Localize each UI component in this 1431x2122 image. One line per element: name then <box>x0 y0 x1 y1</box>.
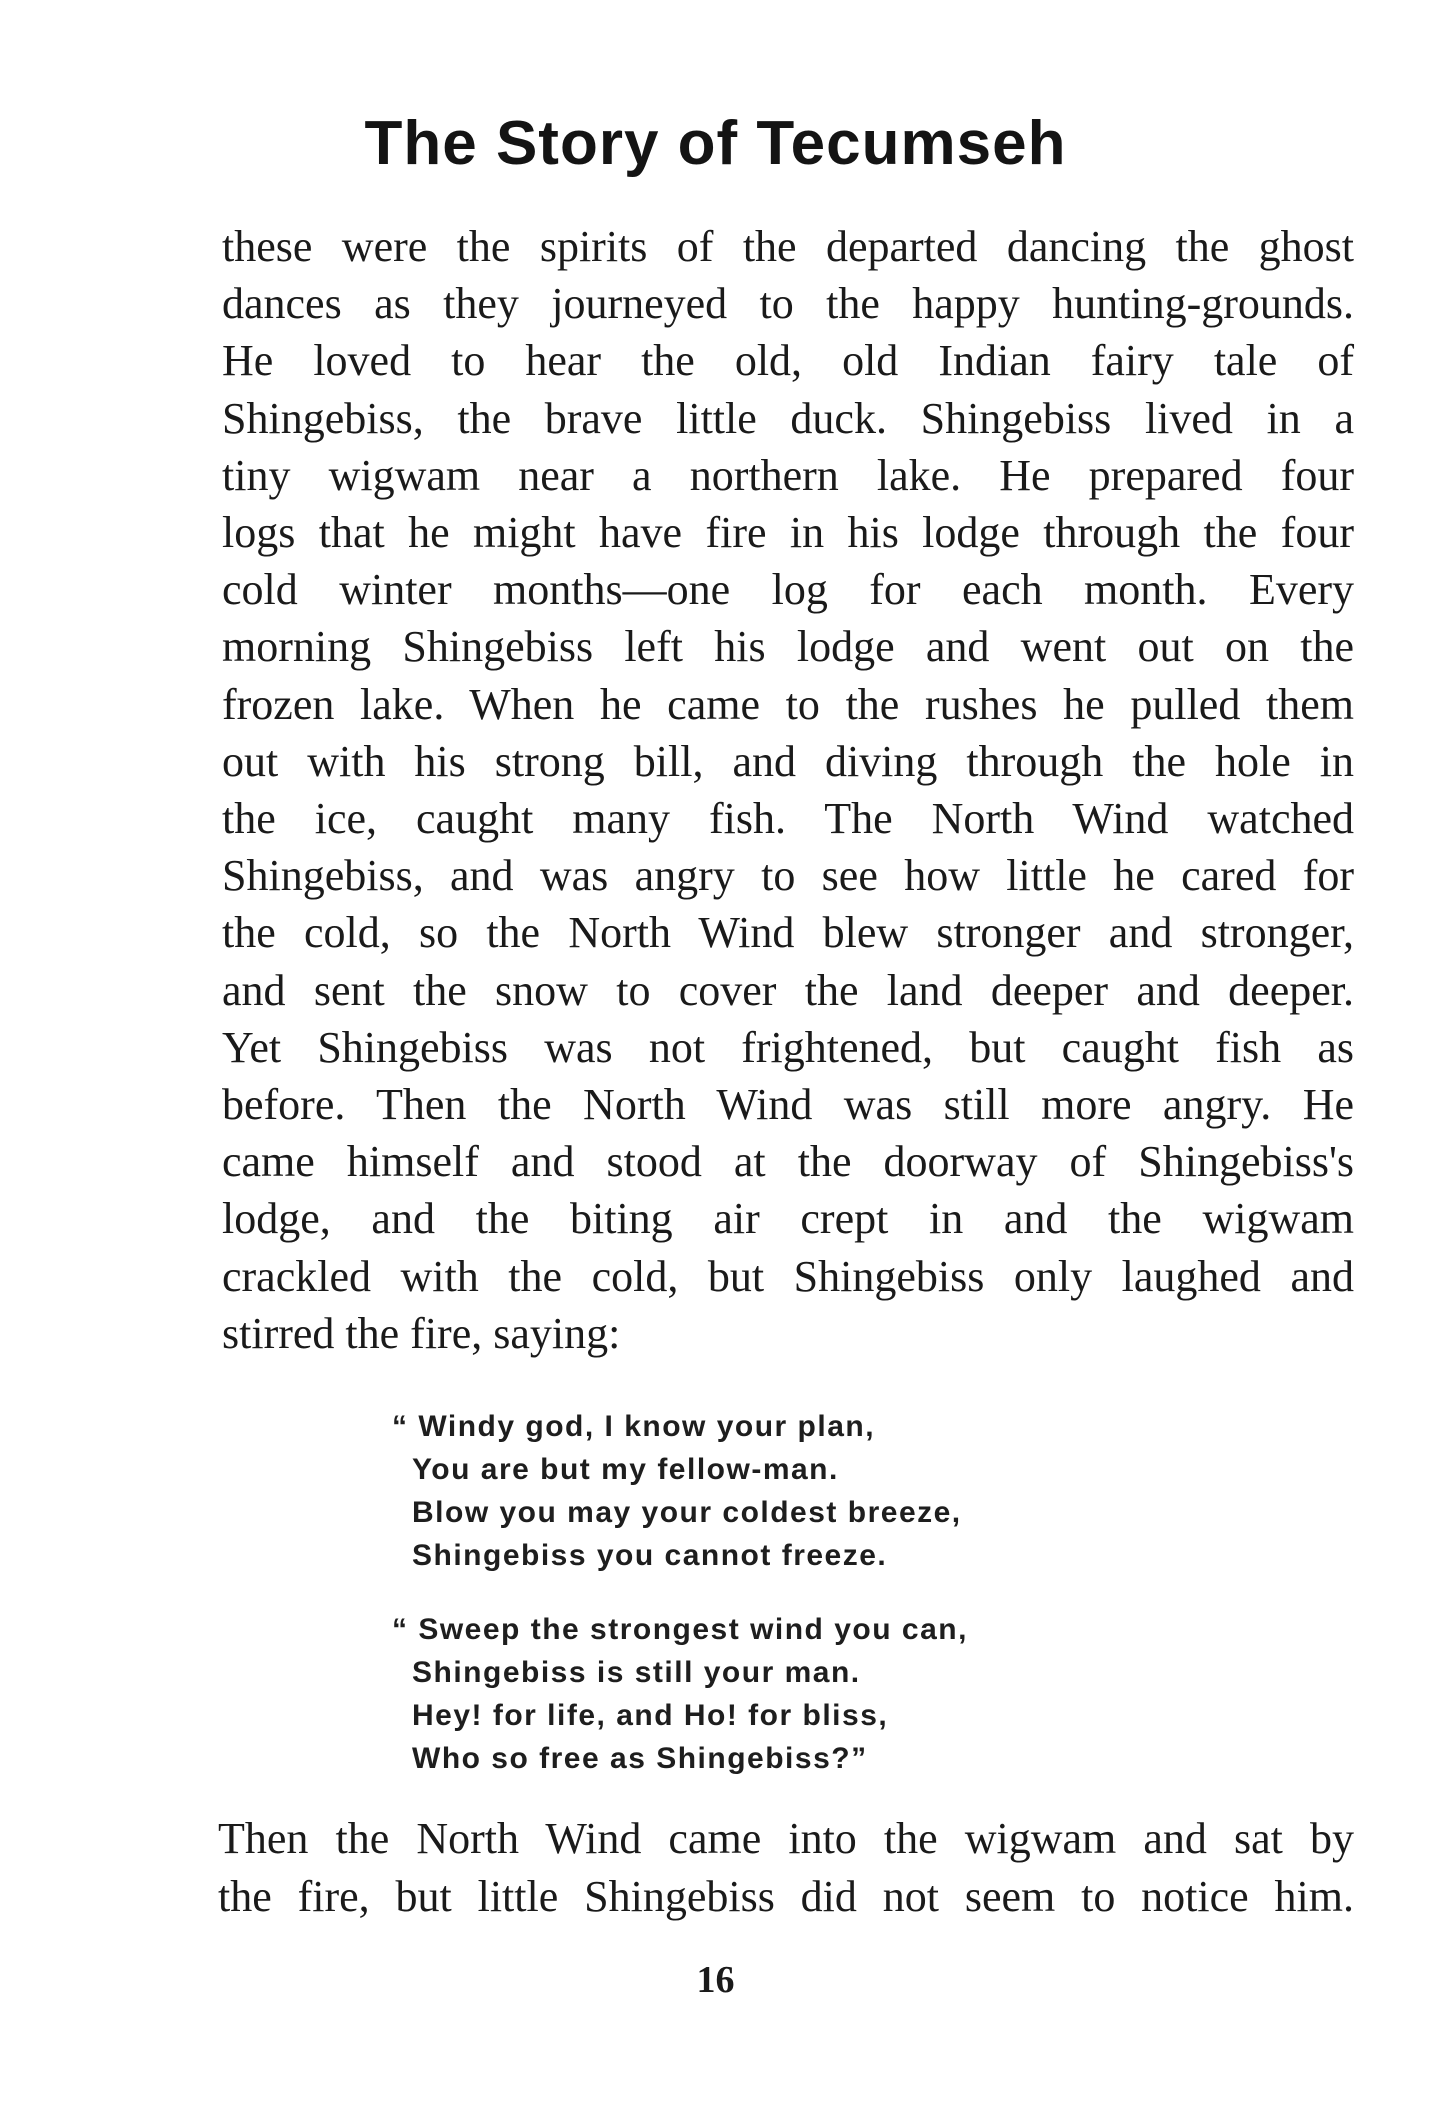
verse-line: Blow you may your coldest breeze, <box>412 1496 962 1529</box>
text-line: tiny wigwam near a northern lake. He prepared four <box>222 450 1354 500</box>
poem-stanza-1 <box>392 1405 962 1577</box>
poem-stanza-2 <box>392 1608 968 1780</box>
verse-line: “ Sweep the strongest wind you can, <box>392 1613 968 1646</box>
text-line: came himself and stood at the doorway of Shingebiss's <box>222 1137 1354 1187</box>
text-line: frozen lake. When he came to the rushes he pulled them <box>222 679 1354 729</box>
running-head: The Story of Tecumseh <box>364 109 1067 178</box>
verse-line: “ Windy god, I know your plan, <box>392 1410 876 1443</box>
text-line: the fire, but little Shingebiss did not seem to notice him. <box>218 1872 1354 1921</box>
verse-line: You are but my fellow-man. <box>412 1453 839 1486</box>
verse-line: Hey! for life, and Ho! for bliss, <box>412 1699 889 1732</box>
closing-paragraph <box>218 1810 1354 1926</box>
text-line: Shingebiss, and was angry to see how little he cared for <box>222 851 1354 901</box>
text-line: morning Shingebiss left his lodge and went out on the <box>222 622 1354 672</box>
verse-line: Shingebiss is still your man. <box>412 1656 861 1689</box>
text-line: and sent the snow to cover the land deeper and deeper. <box>222 965 1354 1015</box>
page-number: 16 <box>696 1959 735 2001</box>
text-line: Then the North Wind came into the wigwam and sat by <box>218 1814 1354 1863</box>
verse-line: Who so free as Shingebiss?” <box>412 1742 868 1775</box>
text-line: cold winter months—one log for each month. Every <box>222 565 1354 615</box>
text-line: the ice, caught many fish. The North Wind watched <box>222 794 1354 844</box>
text-line: dances as they journeyed to the happy hunting-grounds. <box>222 279 1354 329</box>
text-line: the cold, so the North Wind blew stronger and stronger, <box>222 908 1354 958</box>
text-line: Shingebiss, the brave little duck. Shingebiss lived in a <box>222 393 1354 443</box>
text-line: crackled with the cold, but Shingebiss only laughed and <box>222 1251 1354 1301</box>
text-line: before. Then the North Wind was still more angry. He <box>222 1080 1354 1130</box>
text-line: Yet Shingebiss was not frightened, but caught fish as <box>222 1022 1354 1072</box>
text-line: He loved to hear the old, old Indian fairy tale of <box>222 336 1354 386</box>
verse-line: Shingebiss you cannot freeze. <box>412 1539 888 1572</box>
body-paragraph <box>222 218 1354 1362</box>
text-line: lodge, and the biting air crept in and the wigwam <box>222 1194 1354 1244</box>
text-line: logs that he might have fire in his lodge through the four <box>222 508 1354 558</box>
text-line: out with his strong bill, and diving through the hole in <box>222 736 1354 786</box>
text-line: these were the spirits of the departed dancing the ghost <box>222 222 1354 271</box>
text-line: stirred the fire, saying: <box>222 1308 621 1358</box>
